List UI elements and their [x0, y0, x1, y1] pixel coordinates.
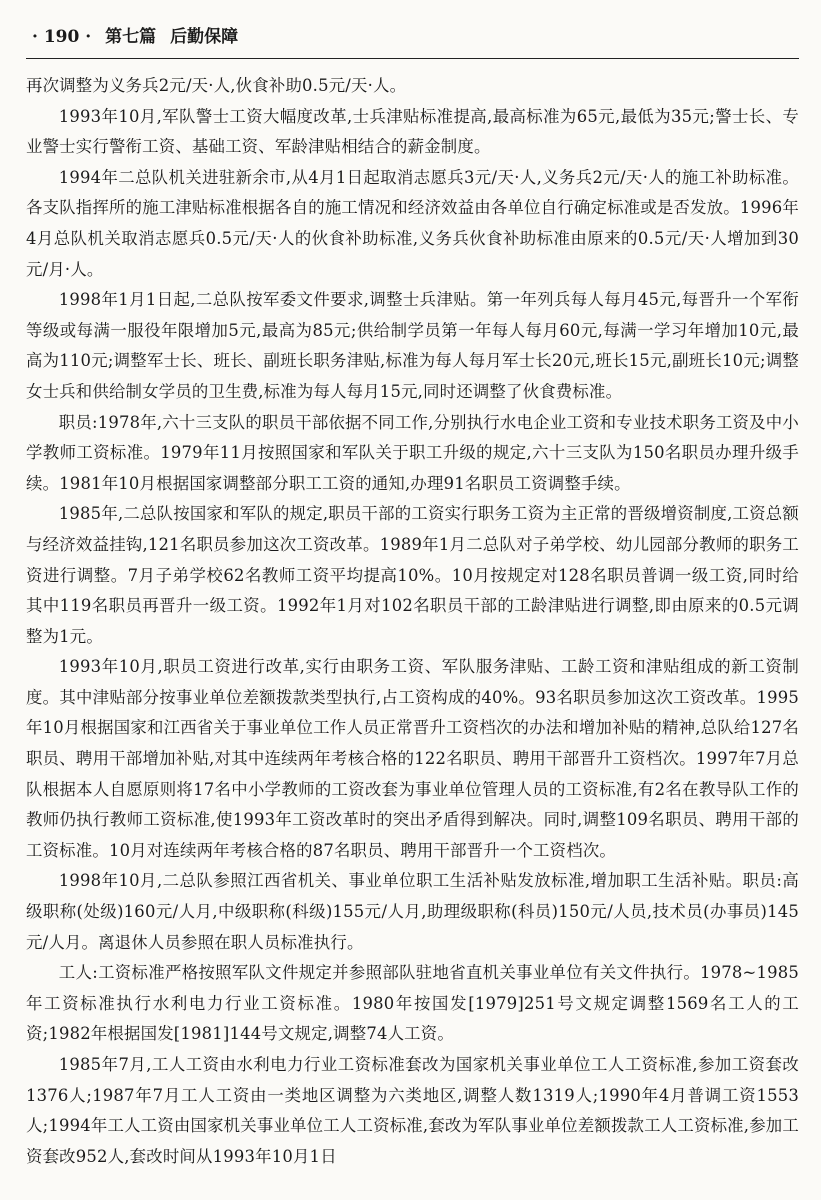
part-label: 第七篇 [105, 27, 157, 47]
paragraph: 工人:工资标准严格按照军队文件规定并参照部队驻地省直机关事业单位有关文件执行。1978~1985年工资标准执行水利电力行业工资标准。1980年按国发[1979]251号文规定调整1569名工人的工资;1982年根据国发[1981]144号文规定,调整74人工资。 [26, 963, 799, 1044]
section-title: 后勤保障 [170, 27, 239, 47]
paragraph: 1993年10月,职员工资进行改革,实行由职务工资、军队服务津贴、工龄工资和津贴组成的新工资制度。其中津贴部分按事业单位差额拨款类型执行,占工资构成的40%。93名职员参加这次工资改革。1995年10月根据国家和江西省关于事业单位工作人员正常晋升工资档次的办法和增加补贴的精神,总队给127名职员、聘用干部增加补贴,对其中连续两年考核合格的122名职员、聘用干部晋升工资档次。1997年7月总队根据本人自愿原则将17名中小学教师的工资改套为事业单位管理人员的工资标准,有2名在教导队工作的教师仍执行教师工资标准,使1993年工资改革时的突出矛盾得到解决。同时,调整109名职员、聘用干部的工资标准。10月对连续两年考核合格的87名职员、聘用干部晋升一个工资档次。 [26, 657, 799, 860]
body-text [26, 71, 799, 1172]
paragraph: 1985年7月,工人工资由水利电力行业工资标准套改为国家机关事业单位工人工资标准,参加工资套改1376人;1987年7月工人工资由一类地区调整为六类地区,调整人数1319人;1990年4月普调工资1553人;1994年工人工资由国家机关事业单位工人工资标准,套改为军队事业单位差额拨款工人工资标准,参加工资套改952人,套改时间从1993年10月1日 [26, 1055, 799, 1166]
paragraph: 职员:1978年,六十三支队的职员干部依据不同工作,分别执行水电企业工资和专业技术职务工资及中小学教师工资标准。1979年11月按照国家和军队关于职工升级的规定,六十三支队为150名职员办理升级手续。1981年10月根据国家调整部分职工工资的通知,办理91名职员工资调整手续。 [26, 412, 799, 493]
paragraph: 1998年1月1日起,二总队按军委文件要求,调整士兵津贴。第一年列兵每人每月45元,每晋升一个军衔等级或每满一服役年限增加5元,最高为85元;供给制学员第一年每人每月60元,每满一学习年增加10元,最高为110元;调整军士长、班长、副班长职务津贴,标准为每人每月军士长20元,班长15元,副班长10元;调整女士兵和供给制女学员的卫生费,标准为每人每月15元,同时还调整了伙食费标准。 [26, 290, 799, 401]
paragraph: 1998年10月,二总队参照江西省机关、事业单位职工生活补贴发放标准,增加职工生活补贴。职员:高级职称(处级)160元/人月,中级职称(科级)155元/人月,助理级职称(科员)150元/人员,技术员(办事员)145元/人月。离退休人员参照在职人员标准执行。 [26, 871, 799, 952]
paragraph: 再次调整为义务兵2元/天·人,伙食补助0.5元/天·人。 [26, 76, 407, 95]
running-header [26, 22, 799, 52]
header-rule [26, 58, 799, 59]
paragraph: 1994年二总队机关进驻新余市,从4月1日起取消志愿兵3元/天·人,义务兵2元/天·人的施工补助标准。各支队指挥所的施工津贴标准根据各自的施工情况和经济效益由各单位自行确定标准或是否发放。1996年4月总队机关取消志愿兵0.5元/天·人的伙食补助标准,义务兵伙食补助标准由原来的0.5元/天·人增加到30元/月·人。 [26, 167, 799, 279]
paragraph: 1985年,二总队按国家和军队的规定,职员干部的工资实行职务工资为主正常的晋级增资制度,工资总额与经济效益挂钩,121名职员参加这次工资改革。1989年1月二总队对子弟学校、幼儿园部分教师的职务工资进行调整。7月子弟学校62名教师工资平均提高10%。10月按规定对128名职员普调一级工资,同时给其中119名职员再晋升一级工资。1992年1月对102名职员干部的工龄津贴进行调整,即由原来的0.5元调整为1元。 [26, 504, 799, 646]
paragraph: 1993年10月,军队警士工资大幅度改革,士兵津贴标准提高,最高标准为65元,最低为35元;警士长、专业警士实行警衔工资、基础工资、军龄津贴相结合的薪金制度。 [26, 106, 799, 157]
page-number: · 190 · [32, 27, 92, 47]
